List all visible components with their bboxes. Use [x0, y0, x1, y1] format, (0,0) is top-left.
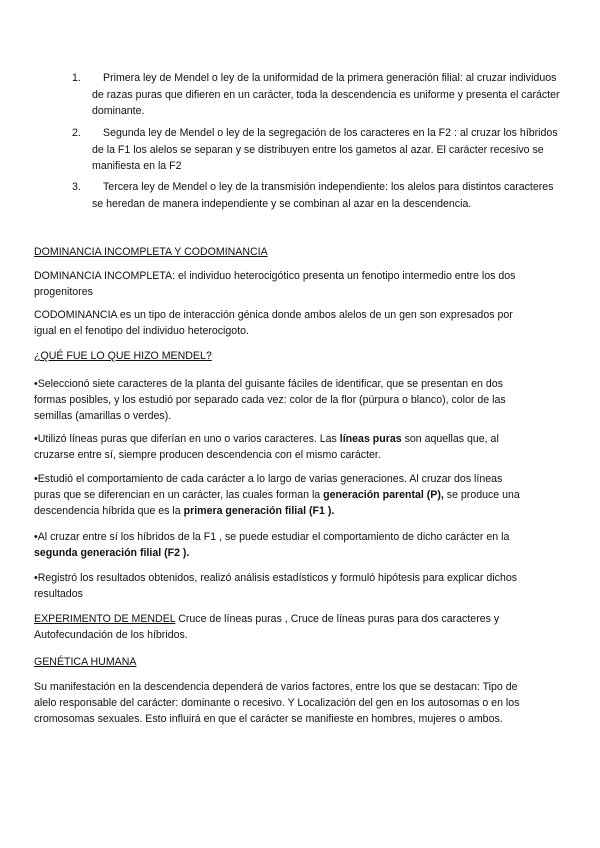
dominancia-incompleta-paragraph: DOMINANCIA INCOMPLETA: el individuo heterocigótico presenta un fenotipo intermedio entre los dos progenitores: [34, 270, 516, 298]
genetica-heading: GENÉTICA HUMANA: [34, 656, 137, 668]
genetica-paragraph: Su manifestación en la descendencia dependerá de varios factores, entre los que se destacan: Tipo de alelo responsable del carácter: dominante o recesivo. Y Localización del gen en los autosomas o en los cromosomas sexuales. Esto influirá en que el carácter se manifieste en hombres, mujeres o ambos.: [34, 681, 520, 725]
mendel-law-3: [72, 179, 562, 212]
mendel-bullet-1: •Seleccionó siete caracteres de la planta del guisante fáciles de identificar, que se presentan en dos formas posibles, y los estudió por separado cada vez: color de la flor (púrpura o blanco), color de las semillas (amarillas o verdes).: [34, 378, 506, 422]
mendel-law-1: [72, 70, 562, 120]
law-text: Primera ley de Mendel o ley de la uniformidad de la primera generación filial: al cruzar individuos de razas puras que difieren en un carácter, toda la descendencia es uniforme y presenta el carácter dominante.: [92, 72, 560, 117]
mendel-bullet-3: •Estudió el comportamiento de cada carácter a lo largo de varias generaciones. Al cruzar dos líneas puras que se diferencian en un carácter, las cuales forman la generación parental (P), se produce una descendencia híbrida que es la primera generación filial (F1 ).: [34, 473, 520, 517]
codominancia-paragraph: CODOMINANCIA es un tipo de interacción génica donde ambos alelos de un gen son expresados por igual en el fenotipo del individuo heterocigoto.: [34, 309, 513, 337]
mendel-bullet-2: •Utilizó líneas puras que diferían en uno o varios caracteres. Las líneas puras son aquellas que, al cruzarse entre sí, siempre producen descendencia con el mismo carácter.: [34, 433, 499, 461]
law-text: Tercera ley de Mendel o ley de la transmisión independiente: los alelos para distintos caracteres se heredan de manera independiente y se combinan al azar en la descendencia.: [92, 181, 554, 210]
dominancia-heading: DOMINANCIA INCOMPLETA Y CODOMINANCIA: [34, 246, 268, 258]
mendel-bullet-5: •Registró los resultados obtenidos, realizó análisis estadísticos y formuló hipótesis para explicar dichos resultados: [34, 572, 518, 600]
mendel-bullet-4: •Al cruzar entre sí los híbridos de la F1 , se puede estudiar el comportamiento de dicho carácter en la segunda generación filial (F2 ).: [34, 531, 510, 559]
mendel-heading: ¿QUÉ FUE LO QUE HIZO MENDEL?: [34, 350, 212, 362]
mendel-law-2: [72, 125, 562, 175]
experimento-heading: EXPERIMENTO DE MENDEL: [34, 613, 176, 625]
list-number: 3.: [72, 181, 81, 193]
list-number: 1.: [72, 72, 81, 84]
law-text: Segunda ley de Mendel o ley de la segregación de los caracteres en la F2 : al cruzar los híbridos de la F1 los alelos se separan y se distribuyen entre los gametos al azar. El carácter recesivo se manifiesta en la F2: [92, 127, 558, 172]
experimento-paragraph: EXPERIMENTO DE MENDEL Cruce de líneas puras , Cruce de líneas puras para dos caracteres y Autofecundación de los híbridos.: [34, 613, 500, 641]
list-number: 2.: [72, 127, 81, 139]
